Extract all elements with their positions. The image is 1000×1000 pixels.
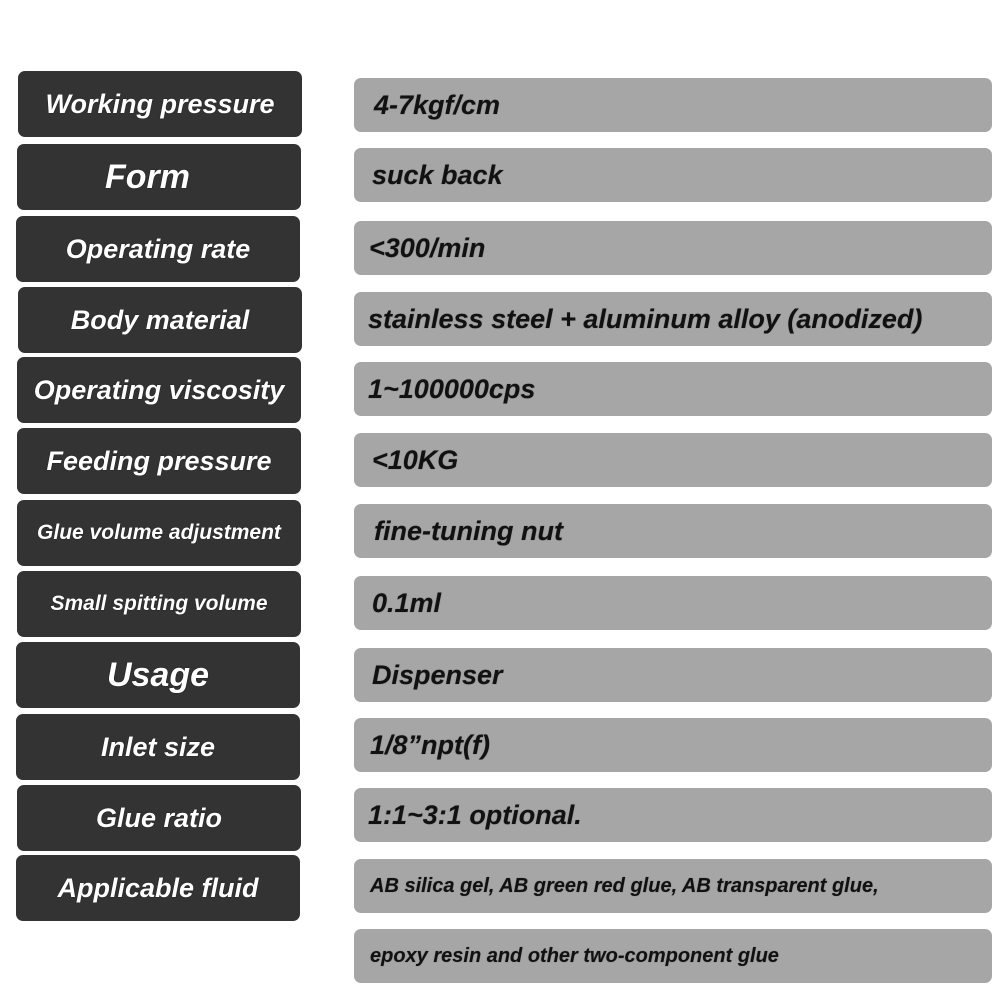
spec-value-operating-rate: <300/min: [354, 221, 992, 275]
spec-value-glue-volume-adjustment: fine-tuning nut: [354, 504, 992, 558]
spec-label-form: Form: [17, 144, 301, 210]
spec-label-operating-viscosity: Operating viscosity: [17, 357, 301, 423]
spec-value-feeding-pressure: <10KG: [354, 433, 992, 487]
spec-value-form: suck back: [354, 148, 992, 202]
spec-label-usage: Usage: [16, 642, 300, 708]
spec-label-working-pressure: Working pressure: [18, 71, 302, 137]
spec-label-operating-rate: Operating rate: [16, 216, 300, 282]
spec-value-operating-viscosity: 1~100000cps: [354, 362, 992, 416]
spec-value-small-spitting-volume: 0.1ml: [354, 576, 992, 630]
spec-label-body-material: Body material: [18, 287, 302, 353]
spec-value-glue-ratio: 1:1~3:1 optional.: [354, 788, 992, 842]
spec-label-feeding-pressure: Feeding pressure: [17, 428, 301, 494]
spec-value-usage: Dispenser: [354, 648, 992, 702]
spec-label-glue-volume-adjustment: Glue volume adjustment: [17, 500, 301, 566]
spec-value-applicable-fluid-continued: epoxy resin and other two-component glue: [354, 929, 992, 983]
spec-value-working-pressure: 4-7kgf/cm: [354, 78, 992, 132]
spec-label-glue-ratio: Glue ratio: [17, 785, 301, 851]
spec-value-body-material: stainless steel + aluminum alloy (anodized): [354, 292, 992, 346]
spec-value-inlet-size: 1/8”npt(f): [354, 718, 992, 772]
spec-label-inlet-size: Inlet size: [16, 714, 300, 780]
spec-value-applicable-fluid: AB silica gel, AB green red glue, AB transparent glue,: [354, 859, 992, 913]
spec-label-small-spitting-volume: Small spitting volume: [17, 571, 301, 637]
spec-label-applicable-fluid: Applicable fluid: [16, 855, 300, 921]
